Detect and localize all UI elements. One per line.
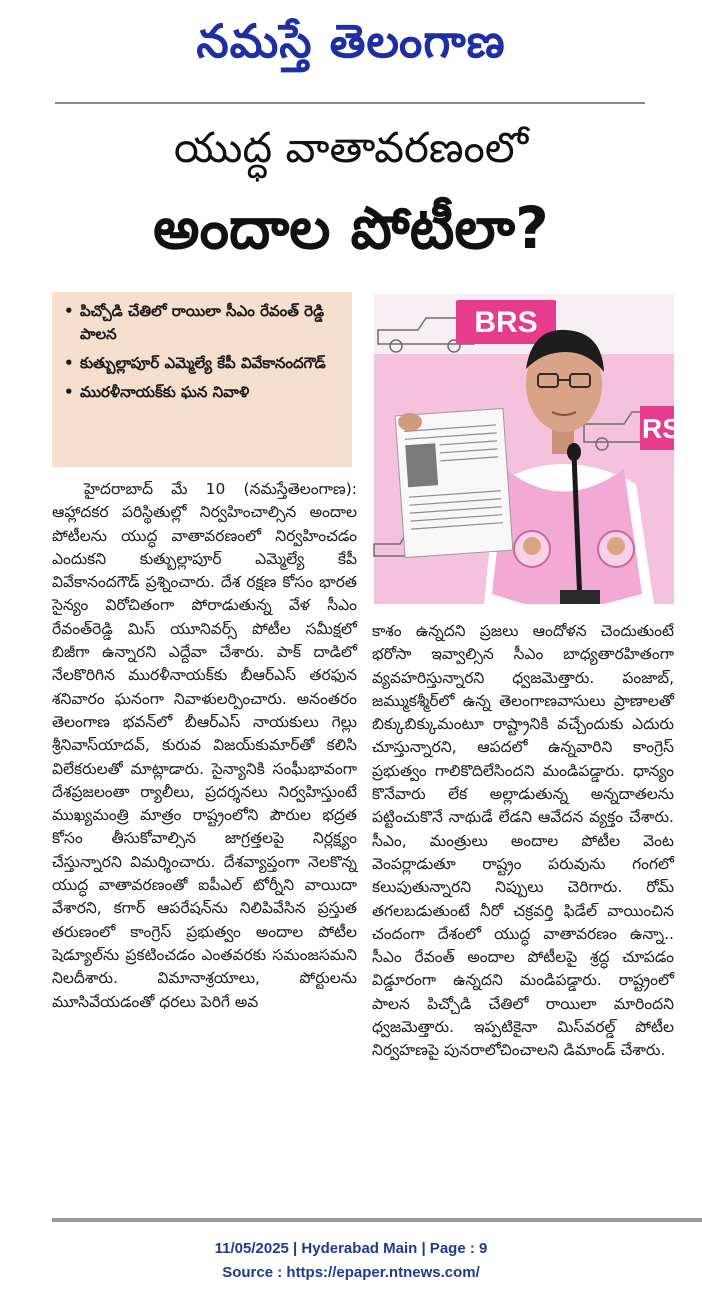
masthead — [0, 8, 702, 74]
highlight-item — [64, 300, 342, 346]
news-photo — [374, 294, 681, 604]
highlight-text: మురళీనాయక్‌కు ఘన నివాళి — [80, 383, 250, 401]
article-text-left: హైదరాబాద్‌ మే 10 (నమస్తేతెలంగాణ): ఆహ్లాదకర పరిస్థితుల్లో నిర్వహించాల్సిన అందాల పోటీలను యుద్ధ వాతావరణంలో నిర్వహించడం ఎందుకని కుత్బుల్లాపూర్‌ ఎమ్మెల్యే కేపీ వివేకానందగౌడ్‌ ప్రశ్నించారు. దేశ రక్షణ కోసం భారత సైన్యం విరోచితంగా పోరాడుతున్న వేళ సీఎం రేవంత్‌రెడ్డి మిస్‌ యూనివర్స్‌ పోటీల సమీక్షలో బిజీగా ఉన్నారని ఎద్దేవా చేశారు. పాక్‌ దాడిలో నేలకొరిగిన మురళీనాయక్‌కు బీఆర్‌ఎస్‌ తరఫున శనివారం ఘనంగా నివాళులర్పించారు. అనంతరం తెలంగాణ భవన్‌లో బీఆర్‌ఎస్‌ నాయకులు గెల్లు శ్రీనివాస్‌యాదవ్‌, కురువ విజయ్‌కుమార్‌తో కలిసి విలేకరులతో మాట్లాడారు. సైన్యానికి సంఘీభావంగా దేశప్రజలంతా ర్యాలీలు, ప్రదర్శనలు నిర్వహిస్తుంటే ముఖ్యమంత్రి మాత్రం రాష్ట్రంలోని పౌరుల భద్రత కోసం తీసుకోవాల్సిన జాగ్రత్తలపై నిర్లక్ష్యం చేస్తున్నారని విమర్శించారు. దేశవ్యాప్తంగా నెలకొన్న యుద్ధ వాతావరణంతో ఐపీఎల్‌ టోర్నీని వాయిదా వేశారని, కగార్‌ ఆపరేషన్‌ను నిలిపివేసిన ప్రస్తుత తరుణంలో కాంగ్రెస్‌ ప్రభుత్వం అందాల పోటీల షెడ్యూల్‌ను ప్రకటించడం ఎంతవరకు సమంజసమని నిలదీశారు. విమానాశ్రయాలు, పోర్టులను మూసివేయడంతో ధరలు పెరిగే అవ — [52, 480, 357, 1011]
brs-banner-text: BRS — [474, 306, 538, 339]
headline-line-2: అందాల పోటీలా? — [153, 194, 549, 262]
masthead-title: నమస్తే తెలంగాణ — [196, 14, 506, 68]
press-conference-illustration — [374, 294, 681, 604]
highlight-item — [64, 381, 342, 404]
highlight-text: పిచ్చోడి చేతిలో రాయిలా సీఎం రేవంత్‌ రెడ్డి పాలన — [80, 302, 325, 343]
bullet-icon: • — [64, 302, 74, 320]
footer-source: Source : https://epaper.ntnews.com/ — [222, 1264, 480, 1281]
article-column-right — [372, 620, 674, 1200]
bullet-icon: • — [64, 354, 74, 372]
footer-date-edition: 11/05/2025 | Hyderabad Main | Page : 9 — [214, 1240, 488, 1257]
bullet-icon: • — [64, 383, 74, 401]
headline-line-1: యుద్ధ వాతావరణంలో — [173, 123, 529, 172]
brs-banner-right-text: RS — [642, 413, 681, 444]
highlight-item — [64, 352, 342, 375]
highlights-box — [52, 292, 352, 467]
masthead-divider — [55, 102, 645, 104]
article-text-right: కాశం ఉన్నదని ప్రజలు ఆందోళన చెందుతుంటే భరోసా ఇవ్వాల్సిన సీఎం బాధ్యతారహితంగా వ్యవహరిస్తున్నారని ధ్వజమెత్తారు. పంజాబ్‌, జమ్ముకశ్మీర్‌లో ఉన్న తెలంగాణవాసులు ప్రాణాలతో బిక్కుబిక్కుమంటూ రాష్ట్రానికి వచ్చేందుకు ఎదురు చూస్తున్నారని, ఆపదలో ఉన్నవారిని కాంగ్రెస్‌ ప్రభుత్వం గాలికొదిలేసిందని మండిపడ్డారు. ధాన్యం కొనేవారు లేక అల్లాడుతున్న అన్నదాతలను పట్టించుకొనే నాథుడే లేడని ఆవేదన వ్యక్తం చేశారు. సీఎం, మంత్రులు అందాల పోటీల వెంట వెంపర్లాడుతూ రాష్ట్రం పరువును గంగలో కలుపుతున్నారని నిప్పులు చెరిగారు. రోమ్‌ తగలబడుతుంటే నీరో చక్రవర్తి ఫిడేల్‌ వాయించిన చందంగా దేశంలో యుద్ధ వాతావరణం ఉన్నా.. సీఎం రేవంత్‌ అందాల పోటీలపై శ్రద్ధ చూపడం విడ్డూరంగా ఉన్నదని మండిపడ్డారు. రాష్ట్రంలో పాలన పిచ్చోడి చేతిలో రాయిలా మారిందని ధ్వజమెత్తారు. ఇప్పటికైనా మిస్‌వరల్డ్‌ పోటీల నిర్వహణపై పునరాలోచించాలని డిమాండ్‌ చేశారు. — [372, 622, 674, 1060]
highlight-text: కుత్బుల్లాపూర్‌ ఎమ్మెల్యే కేపీ వివేకానందగౌడ్‌ — [80, 354, 326, 372]
footer-divider — [52, 1218, 702, 1222]
article-column-left — [52, 478, 357, 1198]
